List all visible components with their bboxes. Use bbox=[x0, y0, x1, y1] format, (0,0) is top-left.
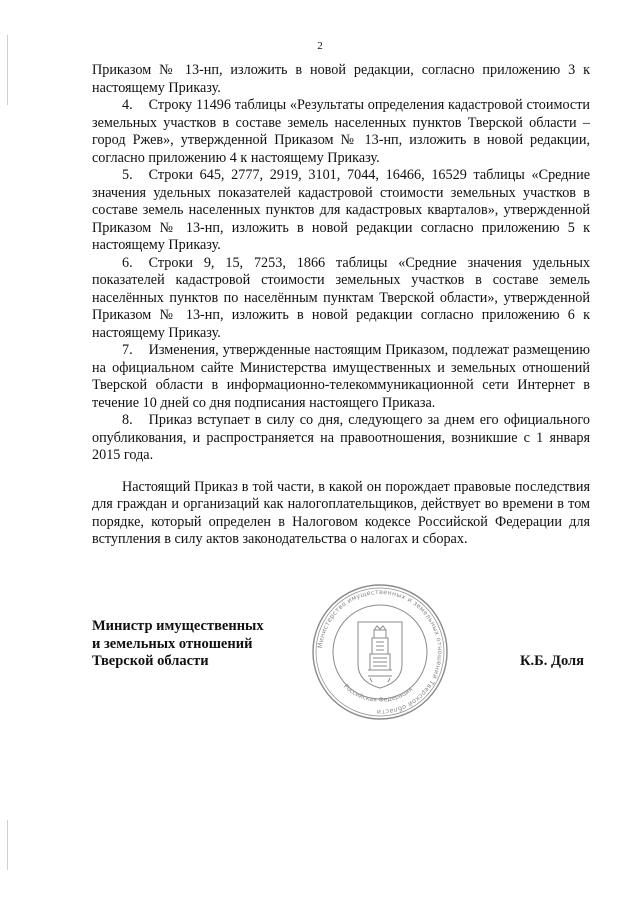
paragraph-number: 8. bbox=[122, 412, 133, 428]
paragraph-text: Строки 9, 15, 7253, 1866 таблицы «Средние значения удельных показателей кадастровой стоимости земельных участков в составе земель населённых пунктов по населённым пунктам Тверской области», утвержденной Приказом № 13-нп, изложить в новой редакции согласно приложению 6 к настоящему Приказу. bbox=[92, 254, 590, 341]
paragraph-number: 7. bbox=[122, 342, 133, 358]
paragraph-text: Изменения, утвержденные настоящим Приказом, подлежат размещению на официальном сайте Министерства имущественных и земельных отношений Тверской области в информационно-телекоммуникационной сети Интернет в течение 10 дней со дня подписания настоящего Приказа. bbox=[92, 342, 590, 411]
document-body bbox=[92, 62, 590, 549]
signatory-title-line: Министр имущественных bbox=[92, 618, 264, 634]
paragraph-text: Строки 645, 2777, 2919, 3101, 7044, 16466, 16529 таблицы «Средние значения удельных показателей кадастровой стоимости земельных участков в составе земель населенных пунктов для кадастровых кварталов», утвержденной Приказом № 13-нп, изложить в новой редакции согласно приложению 5 к настоящему Приказу. bbox=[92, 167, 590, 253]
page-number: 2 bbox=[317, 40, 323, 52]
paragraph-number: 5. bbox=[122, 167, 133, 183]
paragraph-text: Строку 11496 таблицы «Результаты определения кадастровой стоимости земельных участков в составе земель населенных пунктов Тверской области – город Ржев», утвержденной Приказом № 13-нп, изложить в новой редакции, согласно приложению 4 к настоящему Приказу. bbox=[92, 97, 590, 166]
paragraph-6 bbox=[92, 255, 590, 343]
signatory-title-line: и земельных отношений bbox=[92, 635, 253, 652]
official-seal bbox=[310, 582, 450, 722]
paragraph-7 bbox=[92, 342, 590, 412]
paragraph-4 bbox=[92, 97, 590, 167]
paragraph-8 bbox=[92, 412, 590, 465]
signatory-name: К.Б. Доля bbox=[520, 653, 584, 669]
paragraph-number: 6. bbox=[122, 254, 133, 271]
coat-of-arms-icon bbox=[358, 622, 402, 688]
paragraph-continuation: Приказом № 13-нп, изложить в новой редакции, согласно приложению 3 к настоящему Приказу. bbox=[92, 62, 590, 96]
paragraph-text: Приказ вступает в силу со дня, следующего за днем его официального опубликования, и распространяется на правоотношения, возникшие с 1 января 2015 года. bbox=[92, 412, 590, 463]
paragraph-number: 4. bbox=[122, 97, 133, 113]
seal-bottom-text: Российская Федерация bbox=[341, 682, 415, 704]
closing-paragraph: Настоящий Приказ в той части, в какой он порождает правовые последствия для граждан и организаций как налогоплательщиков, действует во времени в том порядке, который определен в Налоговом кодексе Российской Федерации для вступления в силу актов законодательства о налогах и сборах. bbox=[92, 478, 590, 547]
paragraph-5 bbox=[92, 167, 590, 255]
signatory-title bbox=[92, 618, 264, 671]
seal-ring-text: Министерство имущественных и земельных отношений Тверской области bbox=[316, 587, 445, 717]
signatory-title-line: Тверской области bbox=[92, 653, 209, 669]
scan-edge-mark bbox=[7, 820, 8, 870]
